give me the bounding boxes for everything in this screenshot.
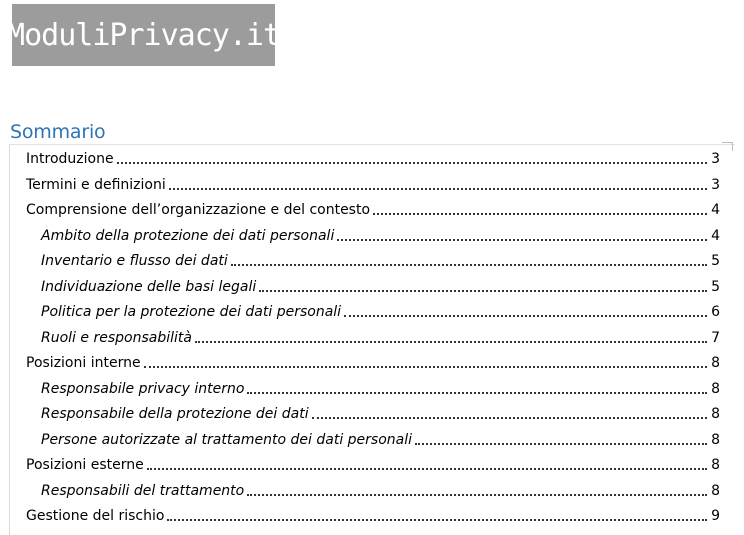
- toc-entry-posizioni-esterne[interactable]: [26, 454, 720, 476]
- toc-leader-dots: [117, 162, 708, 164]
- toc-entry-label: Posizioni esterne: [26, 457, 144, 473]
- toc-entry-label: Introduzione: [26, 151, 114, 167]
- toc-leader-dots: [144, 366, 708, 368]
- toc-leader-dots: [231, 264, 707, 266]
- toc-entry-page: 3: [711, 151, 720, 167]
- toc-entry-basi-legali[interactable]: [41, 276, 720, 298]
- toc-leader-dots: [167, 519, 707, 521]
- toc-entry-label: Persone autorizzate al trattamento dei dati personali: [41, 431, 412, 448]
- toc-leader-dots: [312, 417, 707, 419]
- toc-entry-label: Ambito della protezione dei dati personali: [41, 227, 335, 244]
- toc-entry-label: Termini e definizioni: [26, 176, 166, 193]
- toc-leader-dots: [337, 239, 707, 241]
- toc-entry-responsabile-protezione-dati[interactable]: [41, 403, 720, 425]
- toc-entry-page: 8: [711, 380, 720, 397]
- toc-leader-dots: [147, 468, 707, 470]
- toc-leader-dots: [247, 494, 707, 496]
- toc-entry-posizioni-interne[interactable]: [26, 352, 720, 374]
- toc-entry-label: Inventario e flusso dei dati: [41, 253, 228, 269]
- toc-leader-dots: [259, 290, 707, 292]
- toc-entry-page: 9: [711, 508, 720, 524]
- toc-entry-page: 8: [711, 482, 720, 499]
- toc-entry-page: 4: [711, 227, 720, 244]
- toc-entry-page: 6: [711, 304, 720, 320]
- toc-leader-dots: [344, 315, 707, 317]
- toc-entry-responsabili-trattamento[interactable]: [41, 480, 720, 502]
- toc-entry-label: Politica per la protezione dei dati personali: [41, 304, 342, 320]
- toc-leader-dots: [247, 392, 707, 394]
- toc-leader-dots: [195, 341, 707, 343]
- toc-entry-introduzione[interactable]: [26, 148, 720, 170]
- toc-entry-responsabile-privacy-interno[interactable]: [41, 378, 720, 400]
- toc-entry-label: Posizioni interne: [26, 355, 141, 371]
- toc-entry-page: 8: [711, 355, 720, 371]
- toc-entry-termini-e-definizioni[interactable]: [26, 174, 720, 196]
- toc-leader-dots: [169, 188, 707, 190]
- toc-entry-label: Individuazione delle basi legali: [41, 278, 257, 295]
- toc-entry-label: Comprensione dell’organizzazione e del contesto: [26, 202, 371, 218]
- toc-corner-mark: [722, 142, 733, 151]
- toc-leader-dots: [373, 213, 707, 215]
- toc-entry-inventario-flusso[interactable]: [41, 250, 720, 272]
- toc-entry-ruoli-responsabilita[interactable]: [41, 327, 720, 349]
- toc-entry-label: Ruoli e responsabilità: [41, 329, 192, 346]
- toc-entry-label: Responsabile privacy interno: [41, 380, 245, 397]
- toc-entry-page: 8: [711, 406, 720, 422]
- toc-entry-comprensione-organizzazione[interactable]: [26, 199, 720, 221]
- toc-entry-politica-protezione[interactable]: [41, 301, 720, 323]
- toc-entry-page: 8: [711, 457, 720, 473]
- toc-entry-gestione-rischio[interactable]: [26, 505, 720, 527]
- moduliprivacy-logo: [7, 4, 280, 66]
- toc-entry-page: 5: [711, 278, 720, 295]
- toc-entry-page: 4: [711, 202, 720, 218]
- toc-entry-page: 7: [711, 329, 720, 346]
- logo-text: ModuliPrivacy.it: [7, 17, 280, 53]
- toc-entry-label: Responsabili del trattamento: [41, 482, 245, 499]
- toc-entry-label: Responsabile della protezione dei dati: [41, 406, 309, 422]
- toc-entry-page: 5: [711, 253, 720, 269]
- toc-leader-dots: [415, 443, 707, 445]
- toc-entry-label: Gestione del rischio: [26, 508, 165, 524]
- toc-entry-page: 3: [711, 176, 720, 193]
- toc-title: Sommario: [10, 121, 106, 143]
- toc-entry-persone-autorizzate[interactable]: [41, 429, 720, 451]
- toc-entry-ambito-protezione[interactable]: [41, 225, 720, 247]
- toc-entry-page: 8: [711, 431, 720, 448]
